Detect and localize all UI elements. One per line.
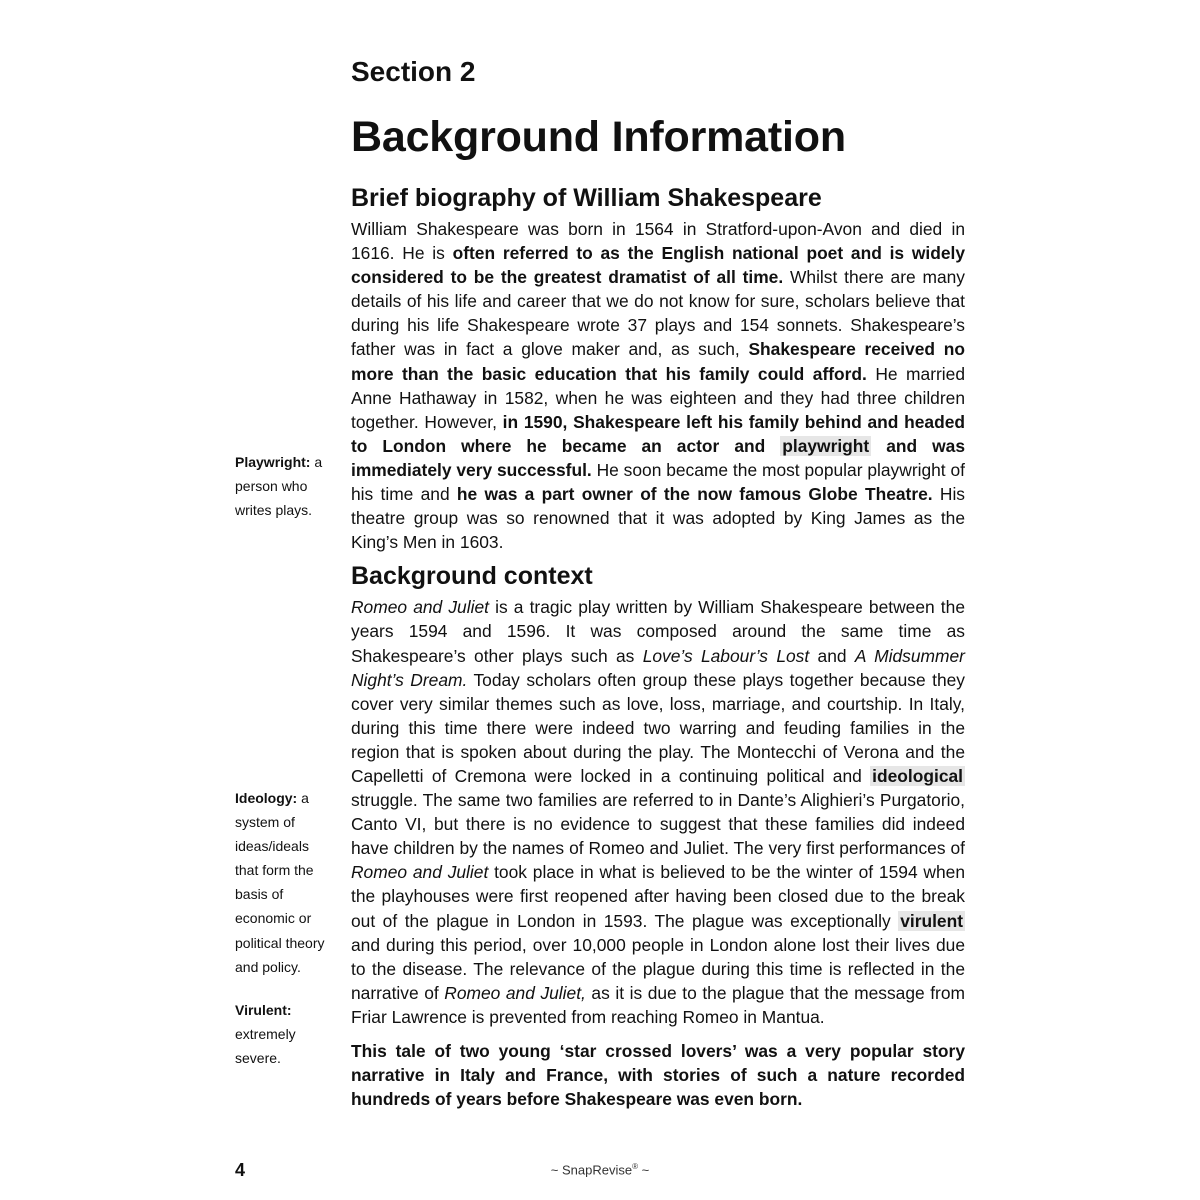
closing-paragraph: This tale of two young ‘star crossed lovers’ was a very popular story narrative in Italy and France, with stories of such a nature recorded hundreds of years before Shakespeare was even born. [351, 1041, 965, 1110]
text-run: His theatre group was so renowned that it was adopted by King James as the King’s Men in 1603. [351, 484, 965, 553]
text-run: Whilst there are many details of his life and career that we do not know for sure, scholars believe that during his life Shakespeare wrote 37 plays and 154 sonnets. Shakespeare’s father was in fact a glove maker and, as such, [351, 267, 965, 360]
bold-run: Shakespeare received no more than the basic education that his family could afford. [351, 339, 966, 384]
biography-paragraph [351, 217, 965, 554]
text-run: took place in what is believed to be the winter of 1594 when the playhouses were first reopened after having been closed due to the break out of the plague in London in 1593. The plague was exceptionally [351, 862, 966, 931]
biography-heading: Brief biography of William Shakespeare [351, 184, 822, 212]
glossary-ideology [235, 786, 335, 979]
glossary-playwright [235, 450, 335, 522]
text-run: Today scholars often group these plays together because they cover very similar themes such as love, loss, marriage, and courtship. In Italy, during this time there were indeed two warring and feuding families in the region that is spoken about during the play. The Montecchi of Verona and the Capelletti of Cremona were locked in a continuing political and [351, 669, 965, 786]
glossary-definition: a system of ideas/ideals that form the basis of economic or political theory and policy. [235, 790, 325, 975]
bold-run: and was immediately very successful. [351, 435, 966, 480]
italic-run: Love’s Labour’s Lost [642, 645, 810, 666]
italic-run: Romeo and Juliet, [444, 982, 586, 1003]
text-run: He married Anne Hathaway in 1582, when he was eighteen and they had three children together. However, [351, 363, 965, 432]
glossary-definition: extremely severe. [235, 1026, 296, 1067]
highlight-virulent: virulent [900, 910, 963, 931]
italic-run: Romeo and Juliet [351, 862, 489, 883]
main-column [351, 56, 965, 1111]
glossary-definition: a person who writes plays. [235, 454, 323, 519]
glossary-virulent [235, 998, 335, 1070]
highlight-playwright: playwright [782, 435, 870, 456]
highlight-ideological: ideological [872, 765, 963, 786]
text-run: struggle. The same two families are referred to in Dante’s Alighieri’s Purgatorio, Canto VI, but there is no evidence to suggest that these families did indeed have children by the names of Romeo and Juliet. The very first performances of [351, 790, 965, 859]
text-run: and [809, 645, 855, 666]
bold-run: he was a part owner of the now famous Globe Theatre. [456, 484, 933, 505]
page-title: Background Information [351, 113, 846, 161]
section-label: Section 2 [351, 56, 476, 87]
text-run: as it is due to the plague that the message from Friar Lawrence is prevented from reaching Romeo in Mantua. [351, 982, 965, 1027]
footer-brand [0, 1162, 1200, 1177]
bold-run: often referred to as the English national poet and is widely considered to be the greatest dramatist of all time. [351, 243, 965, 288]
page-number: 4 [235, 1160, 246, 1180]
context-heading: Background context [351, 562, 593, 591]
text-run: is a tragic play written by William Shakespeare between the years 1594 and 1596. It was composed around the same time as Shakespeare’s other plays such as [351, 597, 965, 666]
text-run: William Shakespeare was born in 1564 in Stratford-upon-Avon and died in 1616. He is [351, 219, 965, 264]
glossary-term: Ideology: [235, 790, 298, 806]
glossary-term: Virulent: [235, 1002, 292, 1018]
registered-mark: ® [632, 1162, 638, 1171]
context-paragraph [351, 595, 965, 1029]
italic-run: Romeo and Juliet [351, 597, 489, 618]
text-run: He soon became the most popular playwright of his time and [351, 459, 965, 505]
text-run: and during this period, over 10,000 people in London alone lost their lives due to the disease. The relevance of the plague during this time is reflected in the narrative of [351, 934, 965, 1003]
glossary-term: Playwright: [235, 454, 311, 470]
brand-text: ~ SnapRevise [550, 1162, 633, 1178]
italic-run: A Midsummer Night’s Dream. [351, 645, 965, 690]
brand-tilde: ~ [638, 1162, 650, 1178]
bold-run: in 1590, Shakespeare left his family behind and headed to London where he became an actor and [351, 411, 966, 456]
